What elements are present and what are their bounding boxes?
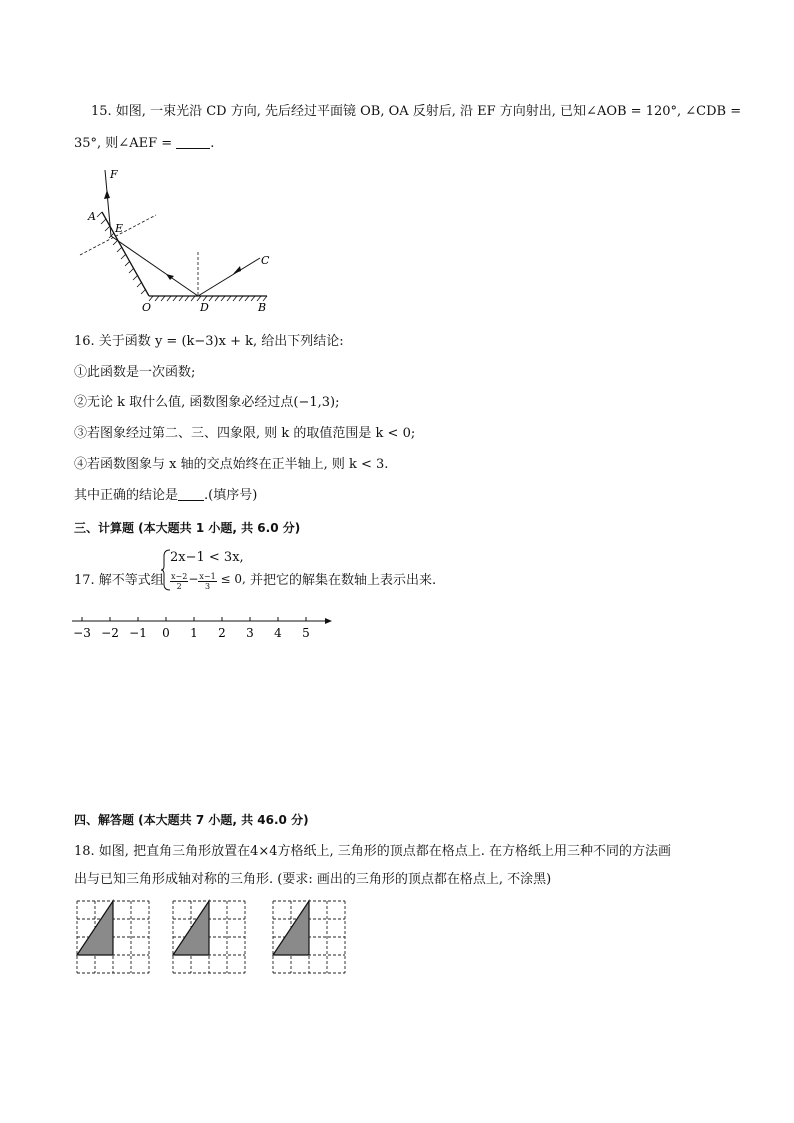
section-3-heading: 三、计算题 (本大题共 1 小题, 共 6.0 分) (74, 521, 301, 535)
q15-line2-end: . (210, 136, 215, 151)
q18-grid-2-triangle (173, 901, 209, 955)
q15-line2-text: 35°, 则∠AEF = (74, 136, 177, 151)
q16-item-3: ③若图象经过第二、三、四象限, 则 k 的取值范围是 k < 0; (74, 426, 416, 441)
q15-answer-blank[interactable] (176, 136, 210, 149)
number-line-tick-label: −2 (101, 626, 119, 640)
q17-fraction-2-numerator: x−1 (199, 572, 216, 581)
q17-minus: − (188, 572, 199, 586)
number-line-tick-label: 2 (218, 626, 226, 640)
q17-prefix: 17. 解不等式组 (74, 573, 164, 588)
number-line-arrow (325, 618, 332, 624)
number-line-tick-label: 5 (302, 626, 310, 640)
q17-number-line[interactable] (70, 612, 335, 642)
q18-grid-3[interactable] (270, 898, 348, 976)
number-line-tick-label: −1 (129, 626, 147, 640)
q16-item-1: ①此函数是一次函数; (74, 365, 196, 380)
label-a: A (88, 210, 96, 223)
label-e: E (115, 222, 124, 235)
number-line-tick-label: 1 (190, 626, 198, 640)
ray-cd (198, 258, 260, 296)
number-line-tick-label: 4 (274, 626, 282, 640)
q17-fraction-2 (198, 572, 216, 591)
q16-answer-suffix: .(填序号) (204, 488, 258, 503)
q18-grid-3-triangle (273, 901, 309, 955)
number-line-tick-label: 0 (162, 626, 170, 640)
arrow-ef (104, 190, 110, 199)
label-b: B (258, 301, 267, 314)
q17-fraction-1-numerator: x−2 (171, 572, 188, 581)
q16-item-4: ④若函数图象与 x 轴的交点始终在正半轴上, 则 k < 3. (74, 457, 389, 472)
arrow-cd (233, 266, 241, 274)
ray-de (111, 236, 198, 296)
q17-fraction-2-denominator: 3 (204, 582, 211, 591)
q16-answer-prefix: 其中正确的结论是 (74, 488, 179, 503)
label-f: F (110, 168, 118, 181)
q17-fraction-1-denominator: 2 (176, 582, 182, 591)
label-d: D (200, 301, 209, 314)
q16-item-2: ②无论 k 取什么值, 函数图象必经过点(−1,3); (74, 395, 340, 410)
q18-line2: 出与已知三角形成轴对称的三角形. (要求: 画出的三角形的顶点都在格点上, 不涂黑) (74, 872, 552, 887)
q18-line1: 18. 如图, 把直角三角形放置在4×4方格纸上, 三角形的顶点都在格点上. 在方格纸上用三种不同的方法画 (74, 844, 672, 859)
q18-grid-1-triangle (77, 901, 113, 955)
q16-answer-line (74, 487, 257, 505)
label-c: C (261, 254, 270, 267)
q16-intro: 16. 关于函数 y = (k−3)x + k, 给出下列结论: (74, 334, 344, 349)
q17-inequality-2 (170, 570, 246, 591)
q15-mirror-diagram (70, 160, 285, 320)
number-line-tick-label: 3 (246, 626, 254, 640)
q18-grid-2[interactable] (170, 898, 248, 976)
q15-line1: 15. 如图, 一束光沿 CD 方向, 先后经过平面镜 OB, OA 反射后, 沿 EF 方向射出, 已知∠AOB = 120°, ∠CDB = (91, 104, 742, 119)
q17-inequality-2-tail: ≤ 0, (216, 572, 246, 586)
q15-line2 (74, 135, 214, 153)
q17-fraction-1 (170, 572, 188, 591)
number-line-tick-label: −3 (73, 626, 91, 640)
q17-inequality-1: 2x−1 < 3x, (170, 550, 244, 565)
number-line-ticks (73, 617, 310, 640)
q17-suffix: 并把它的解集在数轴上表示出来. (250, 573, 437, 588)
q18-grid-1[interactable] (74, 898, 152, 976)
section-4-heading: 四、解答题 (本大题共 7 小题, 共 46.0 分) (74, 813, 309, 827)
q16-answer-blank[interactable] (178, 488, 204, 501)
label-o: O (142, 301, 152, 314)
